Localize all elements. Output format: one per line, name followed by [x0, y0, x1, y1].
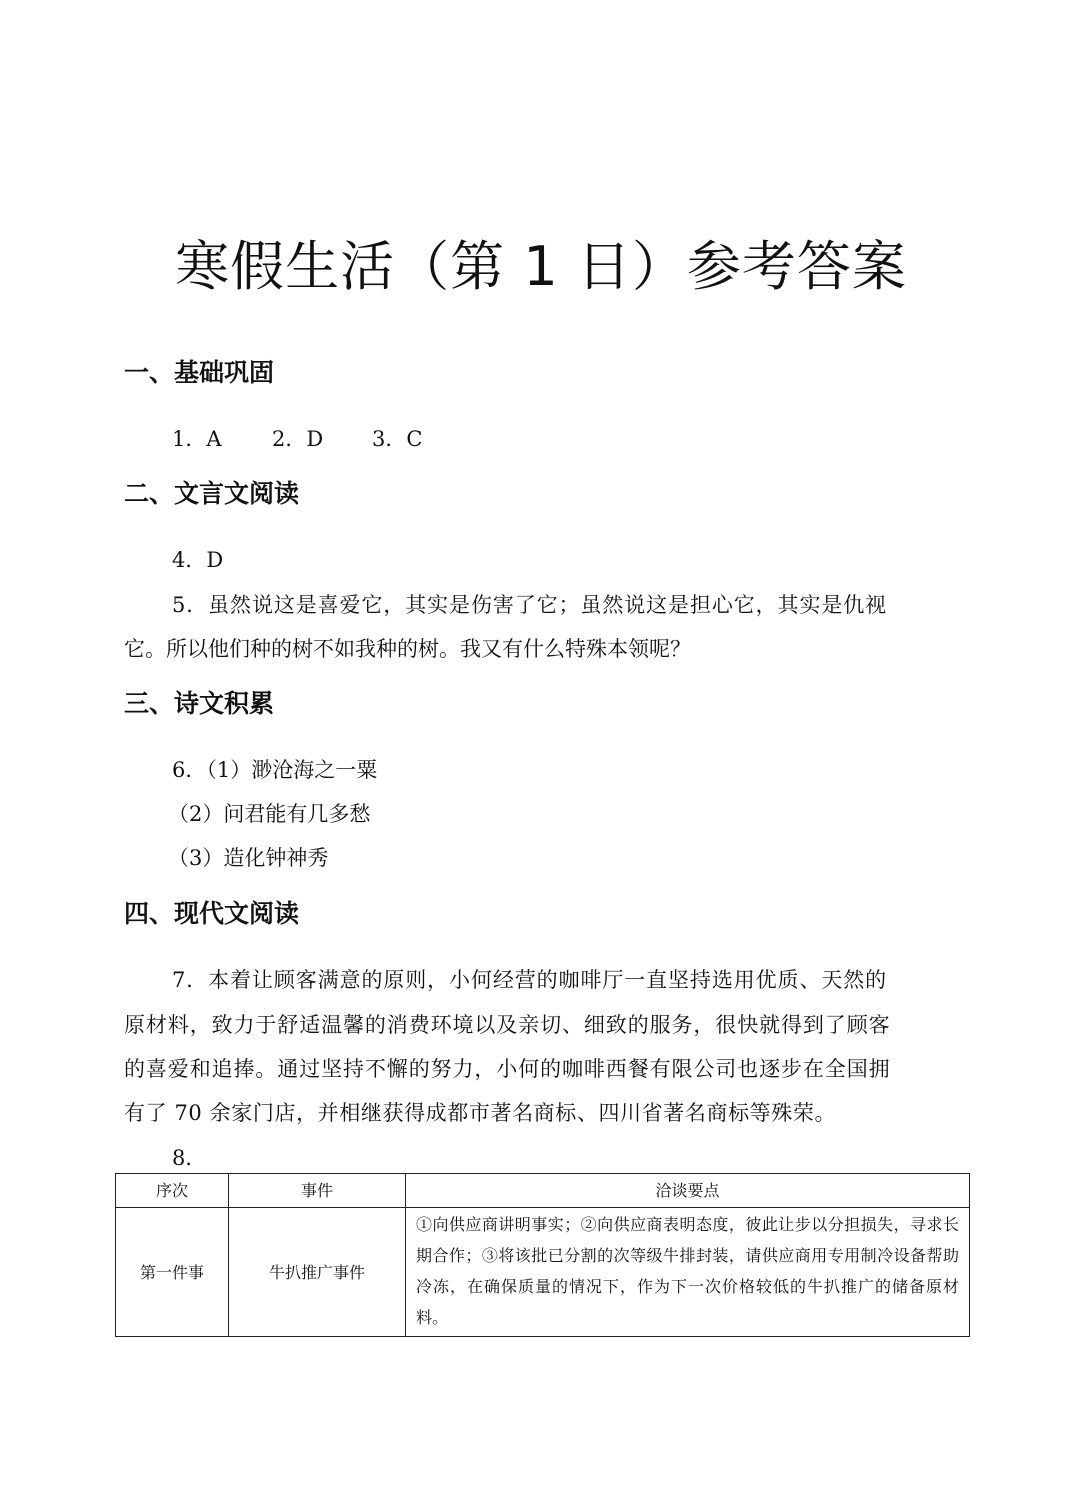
question-8-label: 8． [172, 1146, 207, 1170]
cell-order: 第一件事 [116, 1208, 229, 1337]
section-heading-basics: 一、基础巩固 [124, 358, 275, 387]
page-title: 寒假生活（第 1 日）参考答案 [175, 235, 907, 298]
answer-3: 3．C [372, 427, 423, 451]
answer-line: 有了 70 余家门店，并相继获得成都市著名商标、四川省著名商标等殊荣。 [124, 1101, 837, 1125]
answer-line: （2）问君能有几多愁 [168, 802, 371, 826]
answer-line: 7．本着让顾客满意的原则，小何经营的咖啡厅一直坚持选用优质、天然的 [172, 968, 888, 992]
answer-line: （3）造化钟神秀 [168, 846, 329, 870]
table-row [116, 1208, 970, 1337]
section-heading-poetry: 三、诗文积累 [124, 689, 275, 718]
cell-points: ①向供应商讲明事实；②向供应商表明态度，彼此让步以分担损失，寻求长期合作；③将该批已分割的次等级牛排封装，请供应商用专用制冷设备帮助冷冻，在确保质量的情况下，作为下一次价格较低的牛扒推广的储备原材料。 [406, 1208, 970, 1337]
answer-line: 6．（1）渺沧海之一粟 [172, 758, 378, 782]
answer-2: 2．D [272, 427, 324, 451]
negotiation-points-table [115, 1173, 970, 1337]
header-event: 事件 [229, 1174, 406, 1208]
table-header-row [116, 1174, 970, 1208]
answer-line: 的喜爱和追捧。通过坚持不懈的努力，小何的咖啡西餐有限公司也逐步在全国拥 [124, 1057, 891, 1081]
answer-line: 它。所以他们种的树不如我种的树。我又有什么特殊本领呢？ [124, 637, 691, 661]
answer-line: 4．D [172, 548, 224, 572]
answer-line: 5．虽然说这是喜爱它，其实是伤害了它；虽然说这是担心它，其实是仇视 [172, 593, 888, 617]
header-order: 序次 [116, 1174, 229, 1208]
section-heading-classical: 二、文言文阅读 [124, 479, 300, 508]
answer-line: 原材料，致力于舒适温馨的消费环境以及亲切、细致的服务，很快就得到了顾客 [124, 1013, 891, 1037]
answer-row-basics [172, 424, 422, 454]
section-heading-modern: 四、现代文阅读 [124, 899, 300, 928]
header-points: 洽谈要点 [406, 1174, 970, 1208]
answer-1: 1．A [172, 427, 222, 451]
cell-event: 牛扒推广事件 [229, 1208, 406, 1337]
